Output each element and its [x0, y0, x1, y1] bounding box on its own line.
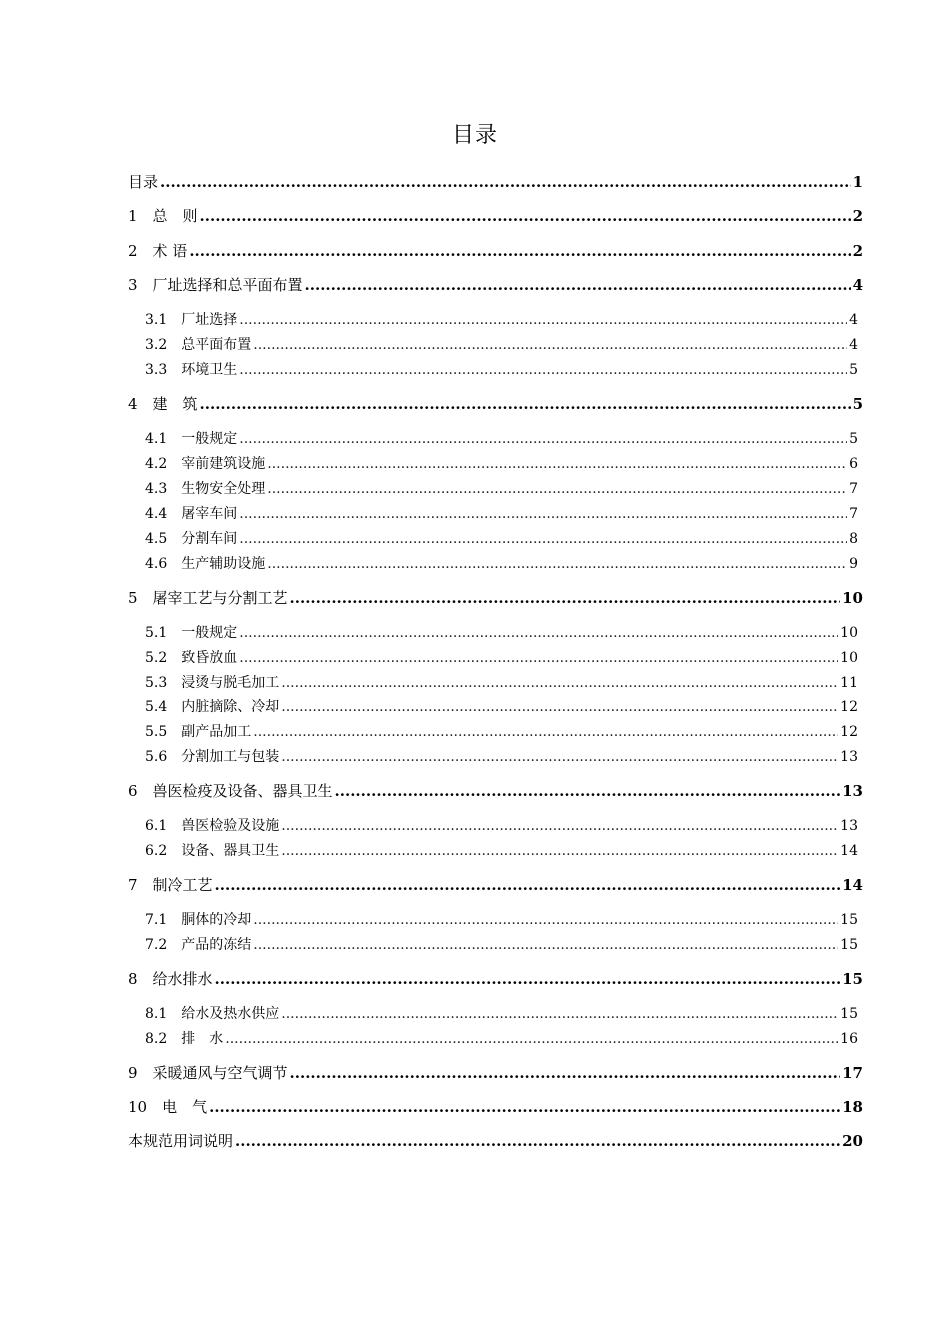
toc-entry-label: 9 采暖通风与空气调节 — [128, 1064, 288, 1082]
dot-leader — [239, 504, 847, 524]
dot-leader — [225, 1029, 838, 1049]
toc-entry-page: 5 — [852, 395, 863, 413]
toc-entry[interactable] — [128, 1097, 863, 1117]
dot-leader — [239, 529, 847, 549]
dot-leader — [189, 241, 850, 261]
dot-leader — [281, 673, 838, 693]
toc-entry[interactable] — [145, 648, 858, 668]
dot-leader — [281, 1004, 838, 1024]
toc-entry[interactable] — [145, 722, 858, 742]
toc-entry-label: 目录 — [128, 173, 159, 191]
toc-entry-label: 3 厂址选择和总平面布置 — [128, 276, 303, 294]
toc-entry[interactable] — [145, 841, 858, 861]
toc-entry-label: 5.4 内脏摘除、冷却 — [145, 699, 280, 715]
toc-entry-page: 16 — [840, 1031, 858, 1047]
toc-entry[interactable] — [128, 172, 863, 192]
toc-entry-page: 14 — [842, 876, 863, 894]
toc-entry-page: 4 — [852, 276, 863, 294]
toc-entry-label: 8.1 给水及热水供应 — [145, 1006, 280, 1022]
toc-entry-page: 18 — [842, 1098, 863, 1116]
toc-entry[interactable] — [128, 588, 863, 608]
toc-entry-label: 6.2 设备、器具卫生 — [145, 843, 280, 859]
toc-entry[interactable] — [128, 394, 863, 414]
toc-entry[interactable] — [145, 673, 858, 693]
dot-leader — [200, 394, 851, 414]
page-title: 目录 — [451, 123, 498, 148]
dot-leader — [239, 429, 847, 449]
toc-entry-label: 6 兽医检疫及设备、器具卫生 — [128, 782, 333, 800]
toc-entry-label: 3.1 厂址选择 — [145, 312, 238, 328]
toc-entry-label: 4.3 生物安全处理 — [145, 481, 266, 497]
toc-entry-label: 7.2 产品的冻结 — [145, 937, 252, 953]
toc-entry-label: 5.3 浸烫与脱毛加工 — [145, 675, 280, 691]
toc-entry[interactable] — [145, 935, 858, 955]
toc-entry-page: 1 — [852, 173, 863, 191]
dot-leader — [215, 875, 841, 895]
toc-entry-page: 10 — [840, 650, 858, 666]
toc-entry-label: 8 给水排水 — [128, 970, 213, 988]
toc-entry-label: 4 建 筑 — [128, 395, 198, 413]
toc-entry-page: 9 — [849, 556, 858, 572]
dot-leader — [281, 697, 838, 717]
toc-entry[interactable] — [145, 360, 858, 380]
toc-entry-page: 14 — [840, 843, 858, 859]
toc-entry-label: 5.2 致昏放血 — [145, 650, 238, 666]
toc-entry[interactable] — [145, 816, 858, 836]
toc-entry[interactable] — [128, 275, 863, 295]
toc-entry-page: 13 — [842, 782, 863, 800]
toc-entry-label: 4.1 一般规定 — [145, 431, 238, 447]
dot-leader — [335, 781, 841, 801]
dot-leader — [267, 454, 847, 474]
dot-leader — [160, 172, 851, 192]
toc-entry-page: 4 — [849, 337, 858, 353]
toc-entry-label: 5.5 副产品加工 — [145, 724, 252, 740]
toc-entry[interactable] — [145, 429, 858, 449]
toc-entry-page: 15 — [840, 912, 858, 928]
toc-entry-page: 10 — [840, 625, 858, 641]
dot-leader — [281, 816, 838, 836]
toc-entry[interactable] — [145, 1029, 858, 1049]
dot-leader — [239, 648, 838, 668]
toc-entry[interactable] — [145, 335, 858, 355]
dot-leader — [239, 623, 838, 643]
toc-entry-page: 8 — [849, 531, 858, 547]
toc-entry[interactable] — [128, 206, 863, 226]
dot-leader — [253, 935, 838, 955]
toc-entry-page: 5 — [849, 431, 858, 447]
toc-entry-page: 5 — [849, 362, 858, 378]
dot-leader — [200, 206, 851, 226]
dot-leader — [267, 554, 847, 574]
dot-leader — [253, 722, 838, 742]
toc-entry-page: 2 — [852, 207, 863, 225]
toc-entry-page: 12 — [840, 724, 858, 740]
toc-entry[interactable] — [145, 529, 858, 549]
dot-leader — [305, 275, 851, 295]
dot-leader — [253, 335, 847, 355]
dot-leader — [290, 588, 841, 608]
toc-entry[interactable] — [145, 310, 858, 330]
toc-entry-page: 15 — [842, 970, 863, 988]
dot-leader — [215, 969, 841, 989]
toc-entry-page: 12 — [840, 699, 858, 715]
toc-entry[interactable] — [128, 781, 863, 801]
toc-entry[interactable] — [145, 747, 858, 767]
dot-leader — [235, 1131, 840, 1151]
toc-entry-label: 本规范用词说明 — [128, 1132, 234, 1150]
toc-entry-page: 10 — [842, 589, 863, 607]
toc-entry-page: 2 — [852, 242, 863, 260]
toc-entry-label: 4.4 屠宰车间 — [145, 506, 238, 522]
toc-entry-label: 7 制冷工艺 — [128, 876, 213, 894]
dot-leader — [239, 360, 847, 380]
toc-entry-label: 8.2 排 水 — [145, 1031, 224, 1047]
toc-entry-label: 10 电 气 — [128, 1098, 208, 1116]
toc-entry[interactable] — [128, 1063, 863, 1083]
toc-entry[interactable] — [145, 697, 858, 717]
toc-entry[interactable] — [128, 241, 863, 261]
toc-entry[interactable] — [145, 479, 858, 499]
toc-entry[interactable] — [145, 623, 858, 643]
dot-leader — [253, 910, 838, 930]
toc-entry-label: 4.6 生产辅助设施 — [145, 556, 266, 572]
toc-entry[interactable] — [128, 875, 863, 895]
dot-leader — [267, 479, 847, 499]
toc-entry[interactable] — [145, 454, 858, 474]
toc-entry-label: 4.2 宰前建筑设施 — [145, 456, 266, 472]
toc-entry-page: 6 — [849, 456, 858, 472]
toc-entry-label: 4.5 分割车间 — [145, 531, 238, 547]
toc-entry-page: 15 — [840, 1006, 858, 1022]
toc-entry[interactable] — [145, 554, 858, 574]
toc-entry[interactable] — [145, 504, 858, 524]
toc-entry-label: 2 术 语 — [128, 242, 188, 260]
toc-entry[interactable] — [145, 910, 858, 930]
toc-entry-page: 11 — [840, 675, 858, 691]
toc-entry[interactable] — [145, 1004, 858, 1024]
toc-entry-label: 5.6 分割加工与包装 — [145, 749, 280, 765]
toc-entry-label: 1 总 则 — [128, 207, 198, 225]
dot-leader — [281, 841, 838, 861]
toc-entry-page: 4 — [849, 312, 858, 328]
toc-entry-page: 13 — [840, 818, 858, 834]
toc-entry-page: 13 — [840, 749, 858, 765]
toc-entry-page: 15 — [840, 937, 858, 953]
toc-entry-page: 7 — [849, 506, 858, 522]
toc-entry-label: 5.1 一般规定 — [145, 625, 238, 641]
toc-entry-label: 7.1 胴体的冷却 — [145, 912, 252, 928]
dot-leader — [290, 1063, 841, 1083]
dot-leader — [209, 1097, 840, 1117]
toc-entry-page: 7 — [849, 481, 858, 497]
dot-leader — [239, 310, 847, 330]
toc-entry-page: 20 — [842, 1132, 863, 1150]
toc-entry[interactable] — [128, 969, 863, 989]
toc-entry-page: 17 — [842, 1064, 863, 1082]
toc-entry[interactable] — [128, 1131, 863, 1151]
dot-leader — [281, 747, 838, 767]
toc-entry-label: 5 屠宰工艺与分割工艺 — [128, 589, 288, 607]
toc-entry-label: 6.1 兽医检验及设施 — [145, 818, 280, 834]
toc-entry-label: 3.3 环境卫生 — [145, 362, 238, 378]
toc-entry-label: 3.2 总平面布置 — [145, 337, 252, 353]
